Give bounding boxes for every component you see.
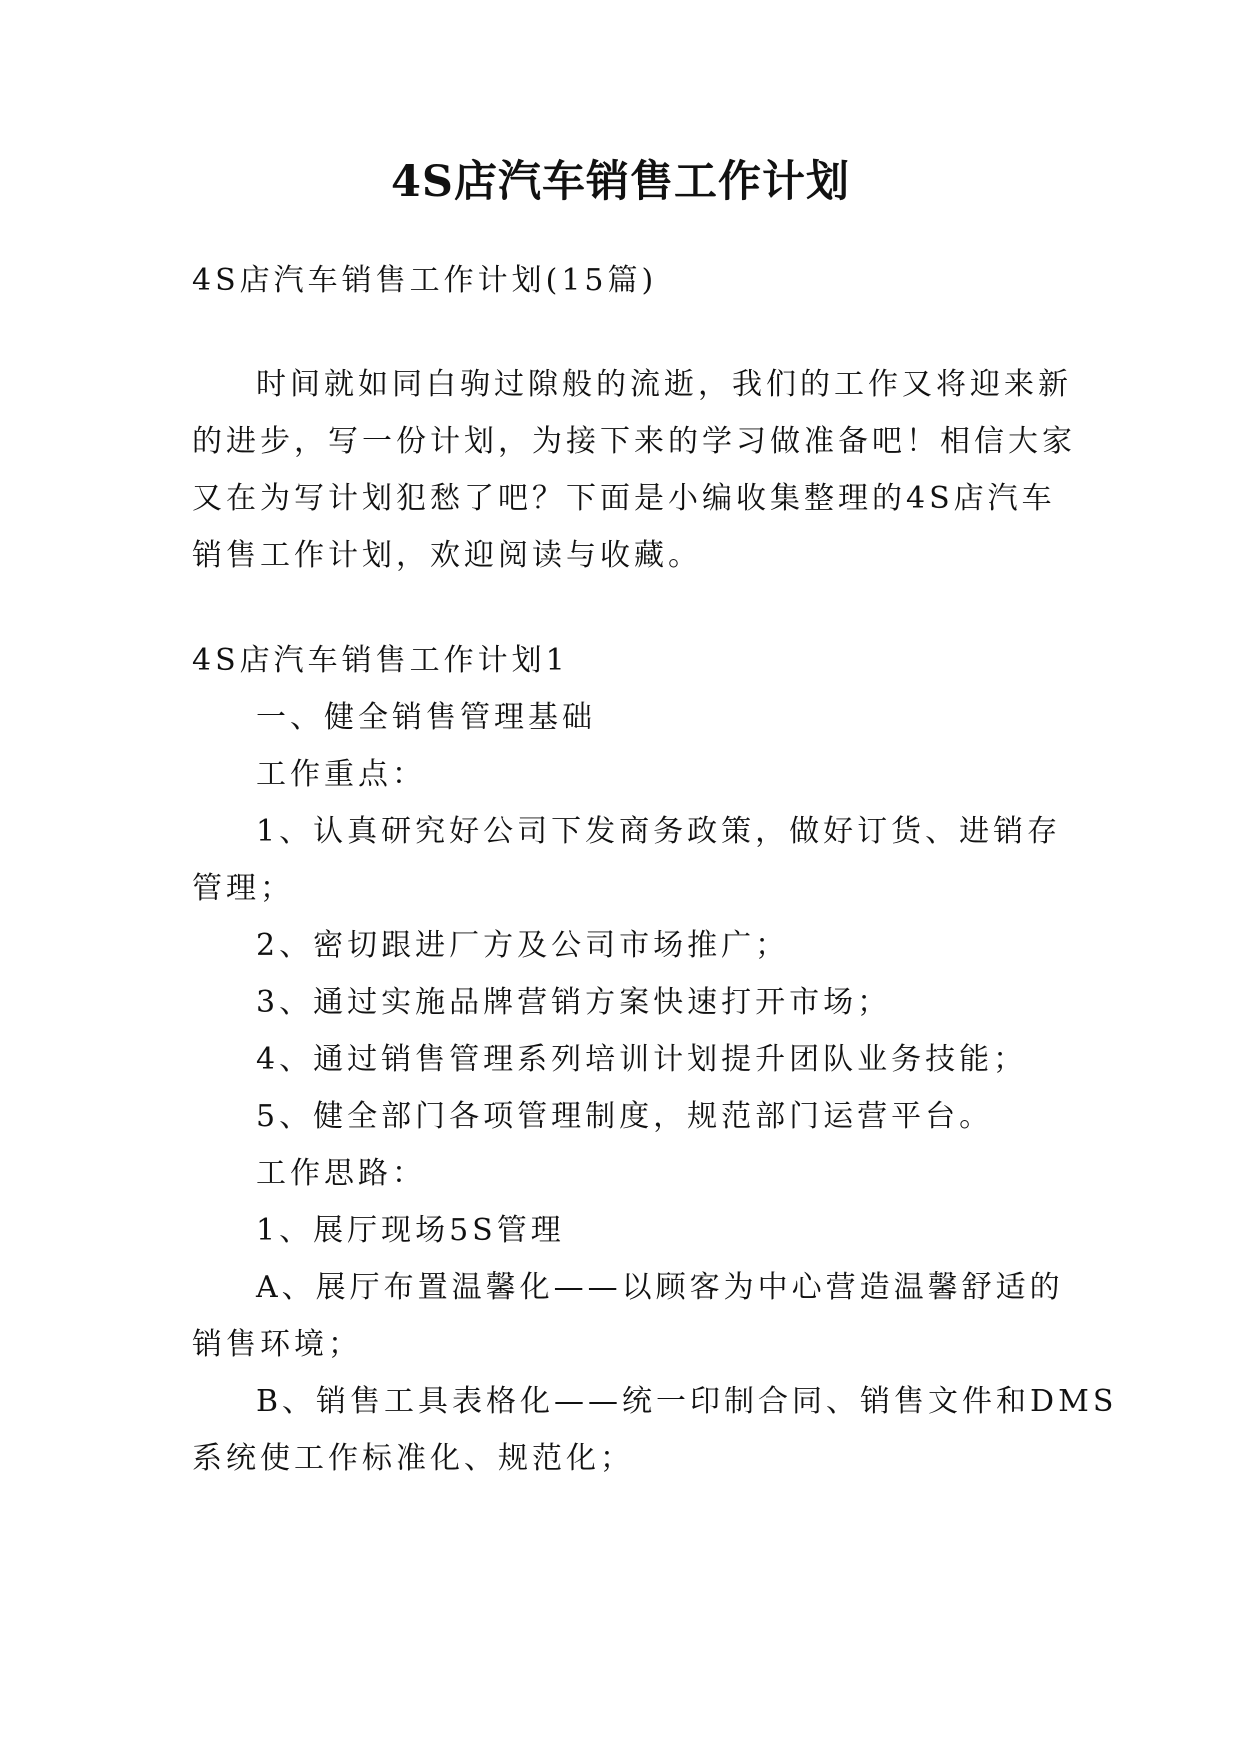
intro-line-1: 时间就如同白驹过隙般的流逝，我们的工作又将迎来新: [256, 367, 1072, 402]
focus-item-3: 3、通过实施品牌营销方案快速打开市场；: [256, 985, 892, 1020]
section-heading: 4S店汽车销售工作计划1: [192, 643, 569, 678]
focus-item-1-line-1: 1、认真研究好公司下发商务政策，做好订货、进销存: [256, 814, 1062, 849]
focus-item-4: 4、通过销售管理系列培训计划提升团队业务技能；: [256, 1042, 1028, 1077]
idea-heading: 工作思路：: [256, 1156, 426, 1191]
document-title: 4S店汽车销售工作计划: [391, 157, 850, 207]
focus-item-5: 5、健全部门各项管理制度，规范部门运营平台。: [256, 1099, 994, 1134]
idea-item-b-line-1: B、销售工具表格化——统一印制合同、销售文件和DMS: [256, 1384, 1118, 1419]
idea-item-b-line-2: 系统使工作标准化、规范化；: [192, 1441, 634, 1476]
focus-item-2: 2、密切跟进厂方及公司市场推广；: [256, 928, 790, 963]
focus-item-1-line-2: 管理；: [192, 871, 294, 906]
idea-item-a-line-1: A、展厅布置温馨化——以顾客为中心营造温馨舒适的: [256, 1270, 1064, 1305]
intro-line-3: 又在为写计划犯愁了吧？下面是小编收集整理的4S店汽车: [192, 481, 1056, 516]
idea-item-a-line-2: 销售环境；: [192, 1327, 362, 1362]
intro-line-2: 的进步，写一份计划，为接下来的学习做准备吧！相信大家: [192, 424, 1076, 459]
idea-item-1: 1、展厅现场5S管理: [256, 1213, 565, 1248]
focus-heading: 工作重点：: [256, 757, 426, 792]
intro-line-4: 销售工作计划，欢迎阅读与收藏。: [192, 538, 702, 573]
document-subtitle: 4S店汽车销售工作计划(15篇): [192, 263, 658, 298]
part-heading: 一、健全销售管理基础: [256, 700, 596, 735]
